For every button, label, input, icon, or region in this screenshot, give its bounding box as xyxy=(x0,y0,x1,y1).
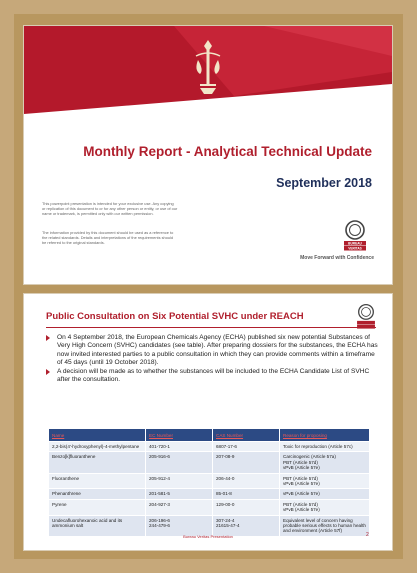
bureau-veritas-logo xyxy=(342,219,368,251)
table-header-row xyxy=(49,429,370,442)
column-header-name: Name xyxy=(49,429,146,442)
disclaimer-paragraph: This powerpoint presentation is intended for your exclusive use. Any copying or replication of this document to or for any other person or entity, or use of our name or trademark, is permitted only with our written permission. xyxy=(42,201,178,216)
table-row xyxy=(49,473,370,489)
disclaimer-paragraph: The information provided by this document should be used as a reference to the related standards. Details and interpretations of the requirements should be referred to the original standards. xyxy=(42,230,174,245)
slide-title: Public Consultation on Six Potential SVHC under REACH xyxy=(46,311,304,322)
page-number: 2 xyxy=(366,532,369,538)
column-header-cas: CAS Number xyxy=(213,429,280,442)
cas-number: 207-08-9 xyxy=(213,452,280,473)
ec-number: 201-581-5 xyxy=(146,489,213,499)
slide-footer: Bureau Veritas Presentation xyxy=(183,534,233,539)
ec-number: 205-916-6 xyxy=(146,452,213,473)
cas-number: 6807-17-6 xyxy=(213,442,280,452)
column-header-ec: EC Number xyxy=(146,429,213,442)
report-date: September 2018 xyxy=(276,176,372,190)
table-row xyxy=(49,442,370,452)
substance-name: Fluoranthene xyxy=(49,473,146,489)
cas-number: 206-44-0 xyxy=(213,473,280,489)
reason: Carcinogenic (Article 57a) PBT (Article 57d) vPvB (Article 57e) xyxy=(280,452,370,473)
bullet-list xyxy=(46,334,378,386)
content-slide xyxy=(24,294,392,550)
logo-text: VERITAS xyxy=(348,246,362,251)
table-row xyxy=(49,499,370,515)
svhc-table xyxy=(48,428,370,537)
substance-name: 2,2-bis(4'-hydroxyphenyl)-4-methylpentane xyxy=(49,442,146,452)
ec-number: 205-912-4 xyxy=(146,473,213,489)
substance-name: Undecafluorohexanoic acid and its ammonium salt xyxy=(49,515,146,536)
bureau-veritas-logo xyxy=(355,303,377,329)
substance-name: Phenanthrene xyxy=(49,489,146,499)
bullet-text: On 4 September 2018, the European Chemicals Agency (ECHA) published six new potential Substances of Very High Concern (SVHC) candidates (see table). After preparing dossiers for the substances, the ECHA has now invited interested parties to a public consultation in which they can provide comments within a timeframe of 45 days (until 19 October 2018). xyxy=(57,334,378,366)
substance-name: Pyrene xyxy=(49,499,146,515)
table-row xyxy=(49,489,370,499)
ec-number: 206-196-6 244-479-6 xyxy=(146,515,213,536)
tagline: Move Forward with Confidence xyxy=(300,255,374,261)
title-divider xyxy=(46,327,376,328)
ec-number: 401-720-1 xyxy=(146,442,213,452)
bureau-veritas-crest-icon xyxy=(190,36,226,96)
cas-number: 307-24-4 21615-47-4 xyxy=(213,515,280,536)
logo-text: BUREAU xyxy=(348,241,362,246)
report-title: Monthly Report - Analytical Technical Update xyxy=(83,144,372,159)
bullet-arrow-icon xyxy=(46,335,50,341)
reason: Toxic for reproduction (Article 57c) xyxy=(280,442,370,452)
reason: PBT (Article 57d) vPvB (Article 57e) xyxy=(280,473,370,489)
reason: PBT (Article 57d) vPvB (Article 57e) xyxy=(280,499,370,515)
substance-name: Benzo[k]fluoranthene xyxy=(49,452,146,473)
bullet-item xyxy=(46,334,378,367)
reason: vPvB (Article 57e) xyxy=(280,489,370,499)
title-slide xyxy=(24,26,392,284)
cas-number: 129-00-0 xyxy=(213,499,280,515)
bullet-arrow-icon xyxy=(46,369,50,375)
ec-number: 204-927-3 xyxy=(146,499,213,515)
bullet-text: A decision will be made as to whether the substances will be included to the ECHA Candidate List of SVHC after the consultation. xyxy=(57,368,370,384)
bullet-item xyxy=(46,368,378,385)
cas-number: 85-01-8 xyxy=(213,489,280,499)
table-row xyxy=(49,452,370,473)
reason: Equivalent level of concern having probable serious effects to human health and environment (Article 57f) xyxy=(280,515,370,536)
column-header-reason: Reason for proposing xyxy=(280,429,370,442)
